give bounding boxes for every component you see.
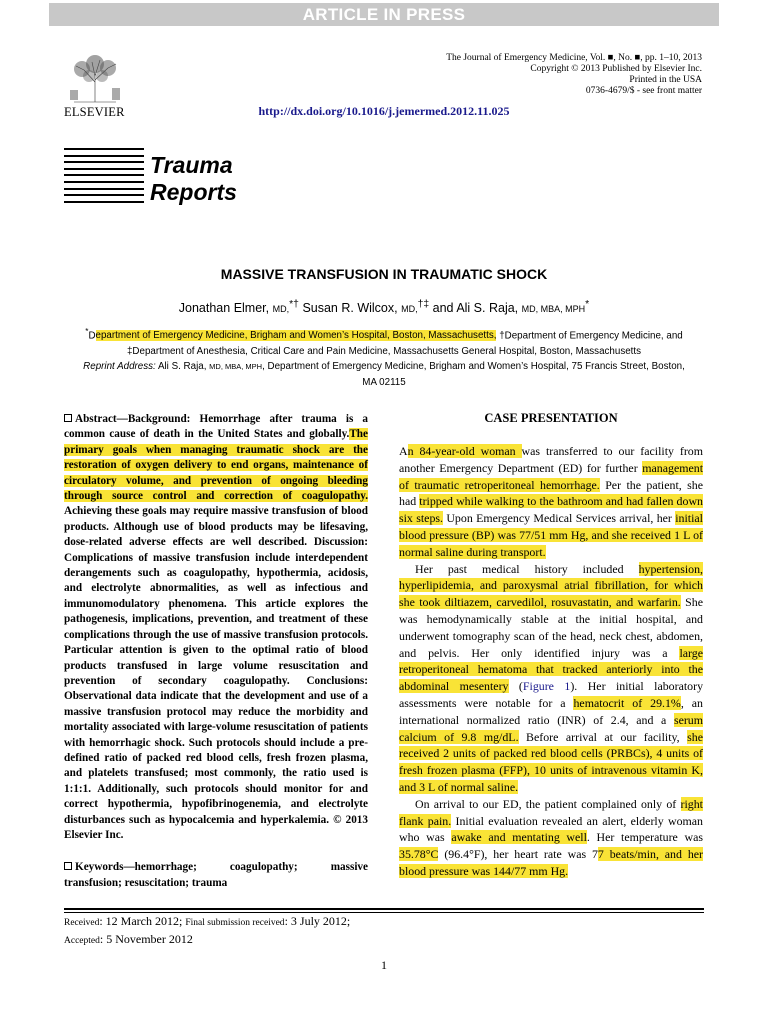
reprint-address-last: MA 02115 — [362, 376, 406, 388]
article-title: MASSIVE TRANSFUSION IN TRAUMATIC SHOCK — [220, 266, 548, 282]
copyright-line: Copyright © 2013 Published by Elsevier Inc. — [530, 64, 702, 74]
highlighted-text: right flank pain. — [399, 796, 703, 828]
body-text: Before arrival at our facility, — [518, 729, 688, 744]
highlighted-text: initial blood pressure (BP) was 77/51 mm Hg, and she received 1 L of normal saline during transport. — [399, 511, 703, 559]
highlighted-text: management of traumatic retroperitoneal hemorrhage. — [399, 460, 703, 492]
doi-link[interactable]: http://dx.doi.org/10.1016/j.jemermed.2012.11.025 — [258, 104, 510, 118]
affiliation-line-1: *Department of Emergency Medicine, Brigham and Women’s Hospital, Boston, Massachusetts, †Department of Emergency Medicine, and — [85, 327, 683, 342]
printed-line: Printed in the USA — [629, 75, 702, 85]
body-text: On arrival to our ED, the patient complained only of — [415, 796, 681, 811]
section-title: Trauma Reports — [150, 152, 237, 205]
checkbox-square-icon — [64, 862, 72, 870]
elsevier-tree-logo — [64, 52, 126, 104]
publisher-name: ELSEVIER — [64, 105, 125, 119]
affiliations — [64, 324, 704, 390]
body-text: ( — [508, 679, 523, 694]
highlighted-text: n 84-year-old woman — [407, 444, 522, 458]
page-number: 1 — [381, 958, 387, 972]
case-paragraph-2 — [399, 561, 703, 796]
abstract: Abstract—Background: Hemorrhage after trauma is a common cause of death in the United States and globally.The primary goals when managing traumatic shock are the restoration of oxygen delivery to end organs, maintenance of circulatory volume, and prevention of ongoing bleeding through source control and correction of coagulopathy. Achieving these goals may require massive transfusion of blood products. Although use of blood products may be lifesaving, dose-related adverse effects are well described. Discussion: Complications of massive transfusion include interdependent derangements such as coagulopathy, hypothermia, acidosis, and electrolyte abnormalities, as well as infectious and immunomodulatory phenomena. This article explores the pathogenesis, implications, prevention, and treatment of these complications through the use of massive transfusion protocols. Particular attention is given to the optimal ratio of blood products transfused in large volume resuscitation and prevention of secondary coagulopathy. Conclusions: Observational data indicate that the development and use of a massive transfusion protocol may reduce the morbidity and mortality associated with large-volume resuscitation of patients with hemorrhagic shock. Such protocols should include a pre-defined ratio of packed red blood cells, fresh frozen plasma, and platelets transfused; most commonly, the ratio used is 1:1:1. Additionally, such protocols should monitor for and correct hypothermia, hypofibrinogenemia, and electrolyte disturbances such as hypocalcemia and hyperkalemia. © 2013 Elsevier Inc. — [64, 413, 368, 841]
body-text: (96.4°F), her heart rate was 7 — [438, 847, 598, 862]
highlighted-text: hematocrit of 29.1% — [573, 695, 681, 710]
highlighted-text: awake and mentating well — [451, 830, 587, 845]
highlighted-text: 35.78°C — [399, 847, 439, 862]
body-text: Her past medical history included — [415, 561, 639, 576]
journal-citation-line: The Journal of Emergency Medicine, Vol. ■, No. ■, pp. 1–10, 2013 — [446, 53, 702, 63]
highlighted-text: serum calcium of 9.8 mg/dL. — [399, 712, 703, 744]
footnote-rule — [64, 908, 704, 910]
highlighted-text: large retroperitoneal hematoma that tracked anteriorly into the abdominal mesentery — [399, 645, 703, 694]
figure-link[interactable]: Figure 1 — [522, 679, 571, 694]
abstract-column — [64, 412, 368, 891]
article-dates: Received: 12 March 2012; Final submission received: 3 July 2012; Accepted: 5 November 2012 — [64, 914, 351, 946]
section-logo-lines — [64, 148, 144, 204]
body-text: Per the patient, she had — [399, 477, 703, 509]
highlighted-text: tripped while walking to the bathroom and had fallen down six steps. — [399, 494, 703, 526]
issn-line: 0736-4679/$ - see front matter — [585, 86, 702, 96]
case-paragraph-1 — [399, 443, 703, 561]
highlighted-text: hypertension, hyperlipidemia, and paroxysmal atrial fibrillation, for which she took diltiazem, carvedilol, rosuvastatin, and warfarin. — [399, 561, 703, 610]
affiliation-line-2: ‡Department of Anesthesia, Critical Care and Pain Medicine, Massachusetts General Hospital, Boston, Massachusetts — [126, 345, 642, 357]
keywords: Keywords—hemorrhage; coagulopathy; massive transfusion; resuscitation; trauma — [64, 861, 368, 889]
body-text: Upon Emergency Medical Services arrival, her — [442, 511, 676, 526]
case-paragraph-3 — [399, 796, 703, 880]
author-list: Jonathan Elmer, MD,*† Susan R. Wilcox, MD,†‡ and Ali S. Raja, MD, MBA, MPH* — [178, 299, 590, 316]
body-text: Initial evaluation revealed an alert, elderly woman who was — [399, 813, 703, 845]
body-text: ). Her initial laboratory assessments were notable for a — [399, 679, 704, 710]
body-text: A — [399, 444, 408, 458]
highlighted-text: she received 2 units of packed red blood cells (PRBCs), 4 units of fresh frozen plasma (FFP), 10 units of intravenous vitamin K, and 3 L of normal saline. — [399, 729, 703, 794]
reprint-address: Reprint Address: Ali S. Raja, MD, MBA, MPH, Department of Emergency Medicine, Brigham and Women’s Hospital, 75 Francis Street, Boston, — [83, 361, 685, 373]
article-in-press-banner: ARTICLE IN PRESS — [49, 3, 719, 26]
body-text: . Her temperature was — [586, 830, 703, 845]
body-text: She was hemodynamically stable at the initial hospital, and underwent tomography scan of the head, neck chest, abdomen, and pelvis. Her only identified injury was a — [399, 595, 704, 660]
case-presentation-column — [399, 410, 703, 880]
highlighted-text: 7 beats/min, and her blood pressure was 144/77 mm Hg. — [399, 847, 703, 878]
body-text: , an international normalized ratio (INR) of 2.4, and a — [399, 695, 703, 727]
journal-citation — [446, 53, 702, 97]
checkbox-square-icon — [64, 414, 72, 422]
body-text: was transferred to our facility from another Emergency Department (ED) for further — [399, 444, 703, 475]
section-heading: CASE PRESENTATION — [484, 411, 618, 425]
